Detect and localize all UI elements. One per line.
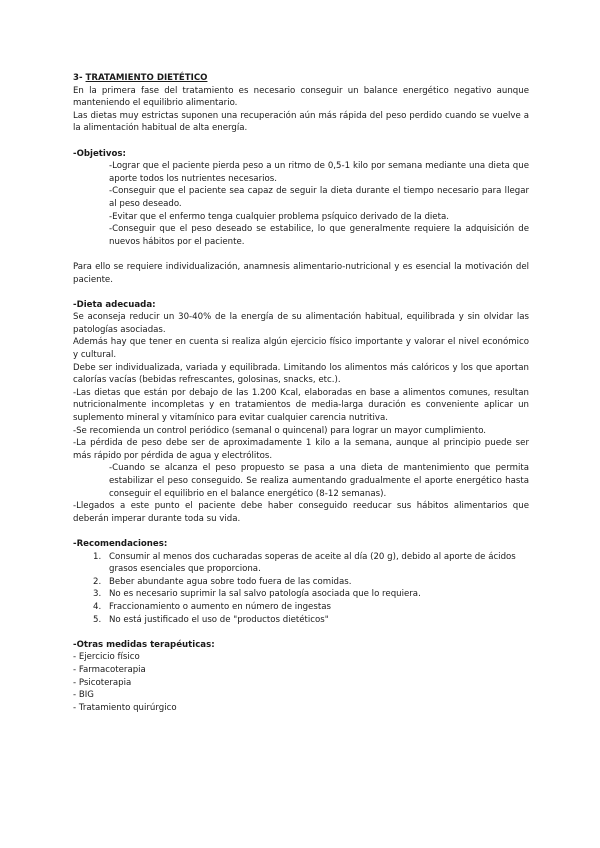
objetivos-heading: -Objetivos:	[73, 148, 126, 159]
recomendacion-item: 2. Beber abundante agua sobre todo fuera de las comidas.	[93, 576, 352, 587]
dieta-paragraph: -La pérdida de peso debe ser de aproximadamente 1 kilo a la semana, aunque al principio puede ser más rápido por pérdida de agua y electrólitos.	[73, 438, 529, 461]
otras-medidas-item: - Psicoterapia	[73, 677, 132, 688]
otras-medidas-item: - Ejercicio físico	[73, 652, 140, 663]
recomendacion-item: 4. Fraccionamiento o aumento en número de ingestas	[93, 601, 331, 612]
dieta-heading: -Dieta adecuada:	[73, 299, 156, 310]
otras-medidas-heading: -Otras medidas terapéuticas:	[73, 639, 215, 650]
dieta-paragraph: -Se recomienda un control periódico (semanal o quincenal) para lograr un mayor cumplimiento.	[73, 425, 487, 436]
objetivo-item: -Evitar que el enfermo tenga cualquier problema psíquico derivado de la dieta.	[109, 211, 449, 222]
intro-paragraph-2: Las dietas muy estrictas suponen una recuperación aún más rápida del peso perdido cuando se vuelve a la alimentación habitual de alta energía.	[73, 110, 529, 134]
objetivos-list	[73, 160, 529, 248]
intro-paragraph-1: En la primera fase del tratamiento es necesario conseguir un balance energético negativo aunque manteniendo el equilibrio alimentario.	[73, 85, 529, 109]
objetivo-item: -Lograr que el paciente pierda peso a un ritmo de 0,5-1 kilo por semana mediante una dieta que aporte todos los nutrientes necesarios.	[109, 161, 529, 184]
otras-medidas-item: - Tratamiento quirúrgico	[73, 702, 177, 713]
section-title: 3- TRATAMIENTO DIETÉTICO	[73, 73, 208, 83]
dieta-paragraph: -Las dietas que están por debajo de las 1.200 Kcal, elaboradas en base a alimentos comunes, resultan nutricionalmente incompletas y en tratamientos de media-larga duración es conveniente aplicar un suplemento mineral y vitamínico para evitar cualquier carencia nutritiva.	[73, 387, 529, 424]
otras-medidas-item: - BIG	[73, 690, 94, 701]
objetivo-item: -Conseguir que el paciente sea capaz de seguir la dieta durante el tiempo necesario para llegar al peso deseado.	[109, 186, 529, 209]
objetivo-item: -Conseguir que el peso deseado se estabilice, lo que generalmente requiere la adquisición de nuevos hábitos por el paciente.	[109, 224, 529, 247]
para-ello-paragraph: Para ello se requiere individualización, anamnesis alimentario-nutricional y es esencial la motivación del paciente.	[73, 261, 529, 285]
recomendacion-item: 5. No está justificado el uso de "productos dietéticos"	[93, 614, 329, 625]
dieta-paragraph: Además hay que tener en cuenta si realiza algún ejercicio físico importante y valorar el nivel económico y cultural.	[73, 337, 529, 361]
document-content	[73, 72, 529, 714]
recomendaciones-list	[73, 551, 529, 627]
dieta-paragraph: Debe ser individualizada, variada y equilibrada. Limitando los alimentos más calóricos y los que aportan calorías vacías (bebidas refrescantes, golosinas, snacks, etc.).	[73, 362, 529, 386]
recomendacion-item: 3. No es necesario suprimir la sal salvo patología asociada que lo requiera.	[93, 589, 421, 600]
dieta-indented-paragraph: -Cuando se alcanza el peso propuesto se pasa a una dieta de mantenimiento que permita estabilizar el peso conseguido. Se realiza aumentando gradualmente el aporte energético hasta conseguir el equilibrio en el balance energético (8-12 semanas).	[109, 463, 529, 499]
otras-medidas-item: - Farmacoterapia	[73, 664, 146, 675]
section-title-text: TRATAMIENTO DIETÉTICO	[85, 73, 208, 83]
dieta-closing-paragraph: -Llegados a este punto el paciente debe haber conseguido reeducar sus hábitos alimentarios que deberán imperar durante toda su vida.	[73, 501, 529, 524]
recomendacion-item: 1. Consumir al menos dos cucharadas soperas de aceite al día (20 g), debido al aporte de ácidos grasos esenciales que proporciona.	[93, 551, 516, 575]
recomendaciones-heading: -Recomendaciones:	[73, 538, 168, 549]
dieta-paragraph: Se aconseja reducir un 30-40% de la energía de su alimentación habitual, equilibrada y sin olvidar las patologías asociadas.	[73, 312, 529, 335]
